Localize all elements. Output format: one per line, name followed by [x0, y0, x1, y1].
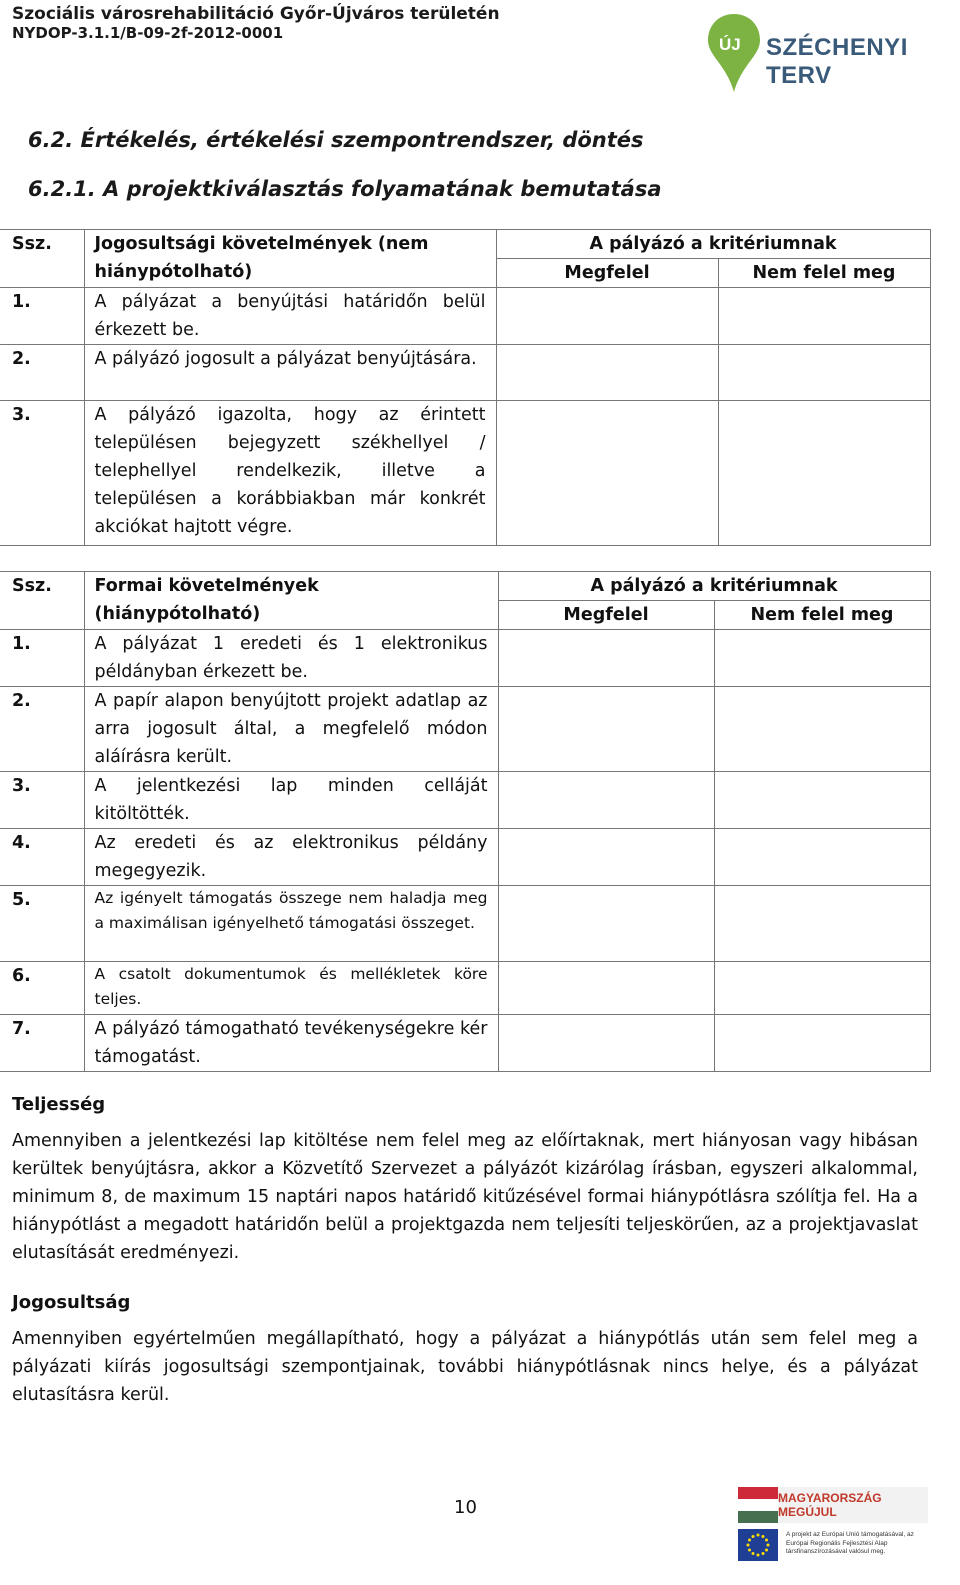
meets-cell[interactable] — [498, 962, 714, 1015]
section-heading-6-2: 6.2. Értékelés, értékelési szempontrendszer, döntés — [28, 128, 644, 152]
not-meets-cell[interactable] — [718, 288, 930, 345]
eu-funding-note: A projekt az Európai Unió támogatásával, az Európai Regionális Fejlesztési Alap társfinanszírozásával valósul meg. — [786, 1531, 914, 1555]
table-row — [0, 962, 930, 1015]
meets-cell[interactable] — [498, 886, 714, 962]
table-row — [0, 829, 930, 886]
criteria-header-line2: hiánypótolható) — [94, 262, 253, 282]
row-text: A pályázó jogosult a pályázat benyújtására. — [84, 345, 496, 401]
row-text: A csatolt dokumentumok és mellékletek köre teljes. — [84, 962, 498, 1015]
row-text: A jelentkezési lap minden celláját kitöltötték. — [84, 772, 498, 829]
eu-flag-icon — [738, 1529, 778, 1561]
hungarian-flag-icon — [738, 1487, 778, 1523]
meets-cell[interactable] — [498, 772, 714, 829]
project-code: NYDOP-3.1.1/B-09-2f-2012-0001 — [12, 24, 284, 42]
ssz-header: Ssz. — [0, 230, 84, 288]
group-header: A pályázó a kritériumnak — [498, 572, 930, 601]
formal-criteria-table — [0, 571, 931, 1072]
meets-cell[interactable] — [496, 288, 718, 345]
row-text: A pályázat a benyújtási határidőn belül érkezett be. — [84, 288, 496, 345]
row-number: 6. — [0, 962, 84, 1015]
table-row — [0, 345, 930, 401]
row-number: 7. — [0, 1015, 84, 1072]
teljesseg-title: Teljesség — [12, 1094, 106, 1115]
brand-banner: MAGYARORSZÁG MEGÚJUL — [778, 1487, 928, 1523]
ssz-header: Ssz. — [0, 572, 84, 630]
project-title: Szociális városrehabilitáció Győr-Újváros területén — [12, 4, 500, 24]
not-meets-cell[interactable] — [714, 772, 930, 829]
not-meets-cell[interactable] — [714, 1015, 930, 1072]
row-number: 5. — [0, 886, 84, 962]
jogosultsag-text: Amennyiben egyértelműen megállapítható, hogy a pályázat a hiánypótlás után sem felel meg a pályázati kiírás jogosultsági szempontjainak, további hiánypótlásnak nincs helye, és a pályázat elutasításra kerül. — [12, 1329, 918, 1405]
meets-cell[interactable] — [498, 1015, 714, 1072]
teljesseg-text: Amennyiben a jelentkezési lap kitöltése nem felel meg az előírtaknak, mert hiányosan vagy hibásan kerültek benyújtásra, akkor a Közvetítő Szervezet a pályázót kizárólag írásban, egyszeri alkalommal, minimum 8, de maximum 15 naptári napos határidő kitűzésével formai hiánypótlásra szólítja fel. Ha a hiánypótlást a megadott határidőn belül a projektgazda nem teljesíti teljeskörűen, az a projektjavaslat elutasítását eredményezi. — [12, 1131, 918, 1263]
not-meets-cell[interactable] — [714, 962, 930, 1015]
table-row — [0, 1015, 930, 1072]
not-meets-cell[interactable] — [718, 401, 930, 546]
meets-cell[interactable] — [496, 401, 718, 546]
col-meets-header: Megfelel — [496, 259, 718, 288]
table-row — [0, 772, 930, 829]
not-meets-cell[interactable] — [714, 886, 930, 962]
row-text: A pályázat 1 eredeti és 1 elektronikus példányban érkezett be. — [84, 630, 498, 687]
table-row — [0, 687, 930, 772]
col-not-meets-header: Nem felel meg — [714, 601, 930, 630]
row-number: 2. — [0, 345, 84, 401]
not-meets-cell[interactable] — [714, 687, 930, 772]
meets-cell[interactable] — [498, 687, 714, 772]
logo-brand-text: SZÉCHENYI TERV — [766, 34, 908, 89]
criteria-header-line1: Jogosultsági követelmények (nem — [94, 234, 429, 254]
row-number: 1. — [0, 630, 84, 687]
table-row — [0, 630, 930, 687]
row-number: 4. — [0, 829, 84, 886]
table-header-row — [0, 230, 930, 259]
row-number: 1. — [0, 288, 84, 345]
row-text: Az igényelt támogatás összege nem haladja meg a maximálisan igényelhető támogatási összeget. — [84, 886, 498, 962]
table-row — [0, 401, 930, 546]
meets-cell[interactable] — [498, 630, 714, 687]
row-text: A papír alapon benyújtott projekt adatlap az arra jogosult által, a megfelelő módon aláírásra került. — [84, 687, 498, 772]
not-meets-cell[interactable] — [714, 630, 930, 687]
table-row — [0, 288, 930, 345]
meets-cell[interactable] — [496, 345, 718, 401]
eligibility-criteria-table — [0, 229, 931, 546]
jogosultsag-title: Jogosultság — [12, 1292, 131, 1313]
criteria-header — [84, 230, 496, 288]
table-row — [0, 886, 930, 962]
not-meets-cell[interactable] — [714, 829, 930, 886]
criteria-header-line2: (hiánypótolható) — [94, 604, 261, 624]
criteria-header-line1: Formai követelmények — [94, 576, 319, 596]
row-text: A pályázó támogatható tevékenységekre kér támogatást. — [84, 1015, 498, 1072]
page-number: 10 — [454, 1497, 477, 1518]
col-meets-header: Megfelel — [498, 601, 714, 630]
section-heading-6-2-1: 6.2.1. A projektkiválasztás folyamatának bemutatása — [28, 177, 662, 201]
meets-cell[interactable] — [498, 829, 714, 886]
row-number: 2. — [0, 687, 84, 772]
logo-uj-text: ÚJ — [719, 35, 741, 54]
criteria-header — [84, 572, 498, 630]
group-header: A pályázó a kritériumnak — [496, 230, 930, 259]
table-header-row — [0, 572, 930, 601]
not-meets-cell[interactable] — [718, 345, 930, 401]
row-text: Az eredeti és az elektronikus példány megegyezik. — [84, 829, 498, 886]
col-not-meets-header: Nem felel meg — [718, 259, 930, 288]
row-number: 3. — [0, 401, 84, 546]
row-number: 3. — [0, 772, 84, 829]
row-text: A pályázó igazolta, hogy az érintett településen bejegyzett székhellyel / telephellyel rendelkezik, illetve a településen a korábbiakban már konkrét akciókat hajtott végre. — [84, 401, 496, 546]
magyarorszag-megujul-logo — [738, 1487, 928, 1569]
szechenyi-terv-logo — [706, 12, 952, 96]
